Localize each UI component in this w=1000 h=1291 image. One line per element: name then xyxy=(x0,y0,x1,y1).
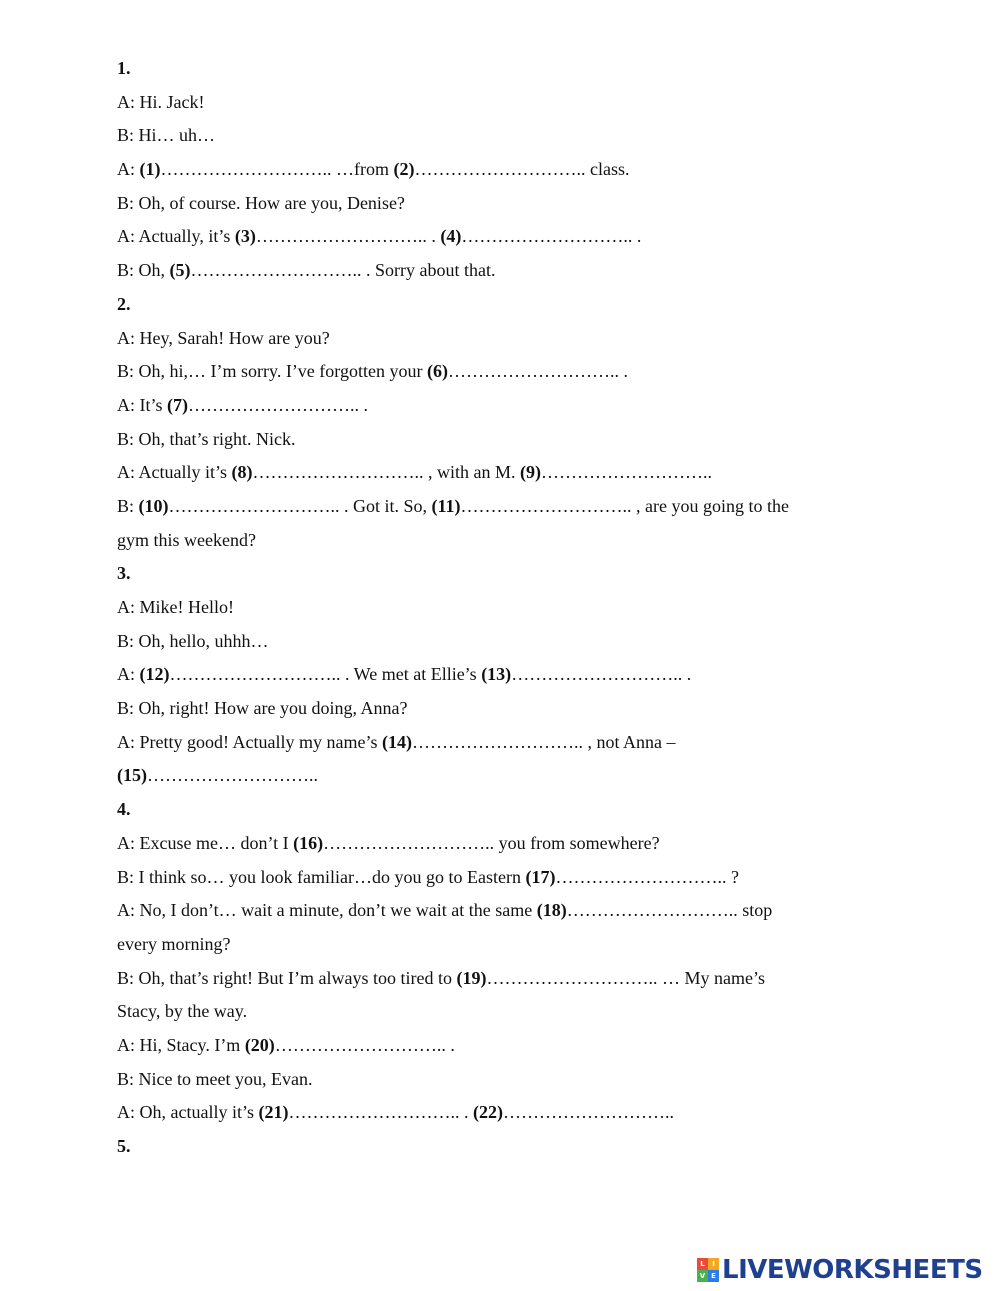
worksheet-body xyxy=(117,52,877,1164)
line-text: B: Oh, of course. How are you, Denise? xyxy=(117,192,405,213)
line-text: A: Hi. Jack! xyxy=(117,91,205,112)
line-text: Stacy, by the way. xyxy=(117,1001,248,1022)
dialogue-line xyxy=(117,625,877,659)
blank-number: (9) xyxy=(520,462,541,483)
dialogue-line xyxy=(117,254,877,288)
line-text: A: Excuse me… don’t I xyxy=(117,832,294,853)
blank-number: 1. xyxy=(117,58,131,78)
blank-number: (8) xyxy=(231,462,253,483)
line-text: ……………………….. . xyxy=(447,361,628,382)
line-text: ……………………….. . xyxy=(188,394,369,415)
dialogue-line xyxy=(117,389,877,423)
line-text: B: xyxy=(117,495,139,516)
dialogue-line xyxy=(117,355,877,389)
dialogue-line xyxy=(117,759,877,793)
blank-number: 4. xyxy=(117,799,131,820)
line-text: ……………………….. . xyxy=(511,664,692,685)
line-text: A: Hi, Stacy. I’m xyxy=(117,1034,245,1055)
blank-number: (20) xyxy=(244,1034,275,1055)
line-text: ……………………….. . xyxy=(274,1034,455,1055)
line-text: ……………………….. xyxy=(147,765,318,786)
line-text: ……………………….. . xyxy=(288,1102,473,1123)
line-text: every morning? xyxy=(117,933,231,954)
line-text: ……………………….. you from somewhere? xyxy=(323,832,660,853)
dialogue-line xyxy=(117,861,877,895)
logo-icon-tile: I xyxy=(708,1258,719,1270)
dialogue-line xyxy=(117,187,877,221)
dialogue-line xyxy=(117,995,877,1029)
line-text: ……………………….. stop xyxy=(566,900,773,921)
blank-number: (3) xyxy=(234,226,256,247)
line-text: ……………………….. . Got it. So, xyxy=(168,495,432,516)
logo-icon-tile: E xyxy=(708,1270,719,1282)
line-text: A: Pretty good! Actually my name’s xyxy=(117,731,382,752)
line-text: A: xyxy=(117,159,140,180)
blank-number: 3. xyxy=(117,563,131,584)
dialogue-line xyxy=(117,962,877,996)
blank-number: (7) xyxy=(167,394,189,415)
line-text: ……………………….. , not Anna – xyxy=(411,731,676,752)
blank-number: (11) xyxy=(431,495,461,516)
line-text: ……………………….. xyxy=(502,1102,674,1123)
dialogue-line xyxy=(117,456,877,490)
blank-number: (21) xyxy=(258,1102,289,1123)
dialogue-line xyxy=(117,591,877,625)
logo-icon-tile: V xyxy=(697,1270,708,1282)
dialogue-line xyxy=(117,490,877,524)
dialogue-line xyxy=(117,1063,877,1097)
blank-number: (13) xyxy=(481,664,512,685)
blank-number: (10) xyxy=(138,495,169,516)
line-text: B: Oh, hi,… I’m sorry. I’ve forgotten your xyxy=(117,361,427,382)
dialogue-line xyxy=(117,423,877,457)
blank-number: (12) xyxy=(139,664,170,685)
dialogue-line xyxy=(117,726,877,760)
dialogue-line xyxy=(117,557,877,591)
line-text: A: No, I don’t… wait a minute, don’t we wait at the same xyxy=(117,900,537,921)
line-text: ……………………….. , with an M. xyxy=(252,462,520,483)
line-text: ……………………….. … My name’s xyxy=(486,967,765,988)
dialogue-line xyxy=(117,322,877,356)
blank-number: (17) xyxy=(525,866,556,887)
line-text: B: Oh, xyxy=(117,260,170,281)
dialogue-line xyxy=(117,1130,877,1164)
logo-icon-tile: L xyxy=(697,1258,708,1270)
dialogue-line xyxy=(117,928,877,962)
dialogue-line xyxy=(117,153,877,187)
line-text: ……………………….. . xyxy=(255,226,441,247)
line-text: B: I think so… you look familiar…do you go to Eastern xyxy=(117,866,526,887)
line-text: ……………………….. xyxy=(541,462,712,483)
dialogue-line xyxy=(117,692,877,726)
line-text: A: Mike! Hello! xyxy=(117,597,234,617)
blank-number: (22) xyxy=(472,1102,503,1123)
line-text: ……………………….. ? xyxy=(555,866,739,887)
dialogue-line xyxy=(117,658,877,692)
liveworksheets-logo[interactable] xyxy=(697,1256,983,1284)
blank-number: (2) xyxy=(393,159,415,180)
blank-number: (5) xyxy=(169,260,191,281)
line-text: A: xyxy=(117,664,140,685)
line-text: A: Actually it’s xyxy=(117,462,232,483)
dialogue-line xyxy=(117,288,877,322)
line-text: B: Nice to meet you, Evan. xyxy=(117,1068,313,1089)
line-text: ……………………….. . Sorry about that. xyxy=(190,260,496,281)
dialogue-line xyxy=(117,524,877,558)
dialogue-line xyxy=(117,119,877,153)
blank-number: (18) xyxy=(536,900,567,921)
liveworksheets-logo-text: LIVEWORKSHEETS xyxy=(722,1255,983,1285)
blank-number: (15) xyxy=(117,765,147,786)
line-text: A: Hey, Sarah! How are you? xyxy=(117,327,330,348)
blank-number: (16) xyxy=(293,832,324,853)
dialogue-line xyxy=(117,894,877,928)
line-text: gym this weekend? xyxy=(117,529,256,550)
dialogue-line xyxy=(117,220,877,254)
blank-number: 2. xyxy=(117,293,131,314)
line-text: B: Oh, hello, uhhh… xyxy=(117,630,269,651)
line-text: A: It’s xyxy=(117,394,168,415)
dialogue-line xyxy=(117,793,877,827)
dialogue-line xyxy=(117,1096,877,1130)
line-text: B: Oh, that’s right! But I’m always too tired to xyxy=(117,967,457,988)
line-text: B: Oh, right! How are you doing, Anna? xyxy=(117,698,408,719)
blank-number: (14) xyxy=(381,731,412,752)
dialogue-line xyxy=(117,1029,877,1063)
blank-number: (1) xyxy=(139,159,161,180)
line-text: A: Actually, it’s xyxy=(117,226,235,247)
line-text: ……………………….. . xyxy=(461,226,642,247)
line-text: A: Oh, actually it’s xyxy=(117,1102,259,1123)
line-text: ……………………….. class. xyxy=(414,159,630,180)
dialogue-line xyxy=(117,827,877,861)
line-text: ……………………….. , are you going to the xyxy=(460,495,789,516)
line-text: B: Hi… uh… xyxy=(117,125,216,146)
dialogue-line xyxy=(117,86,877,120)
blank-number: (6) xyxy=(426,361,448,382)
line-text: ……………………….. …from xyxy=(160,159,394,180)
blank-number: (19) xyxy=(456,967,487,988)
liveworksheets-logo-icon xyxy=(697,1258,719,1282)
line-text: ……………………….. . We met at Ellie’s xyxy=(169,664,482,685)
blank-number: (4) xyxy=(440,226,462,247)
line-text: B: Oh, that’s right. Nick. xyxy=(117,428,296,449)
blank-number: 5. xyxy=(117,1136,131,1156)
dialogue-line xyxy=(117,52,877,86)
